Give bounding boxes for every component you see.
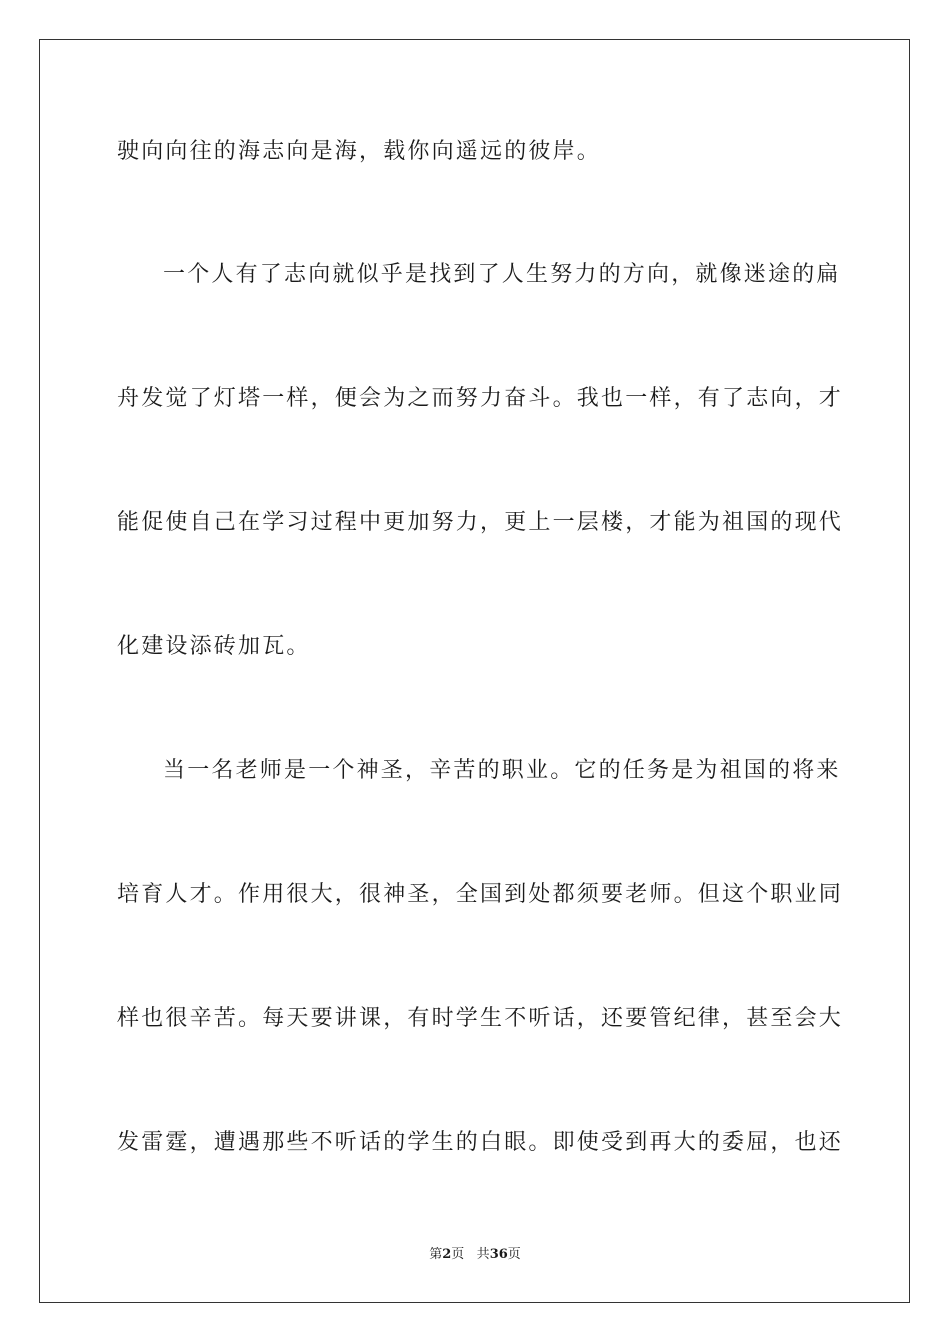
page-prefix: 第 bbox=[429, 1247, 443, 1262]
text-line: 培育人才。作用很大，很神圣，全国到处都须要老师。但这个职业同 bbox=[117, 882, 844, 907]
text-line: 样也很辛苦。每天要讲课，有时学生不听话，还要管纪律，甚至会大 bbox=[117, 1006, 844, 1031]
page-suffix: 页 bbox=[451, 1247, 465, 1262]
paragraph-start-line: 当一名老师是一个神圣，辛苦的职业。它的任务是为祖国的将来 bbox=[163, 758, 841, 783]
text-line: 发雷霆，遭遇那些不听话的学生的白眼。即使受到再大的委屈，也还 bbox=[117, 1130, 844, 1155]
page-footer bbox=[0, 1247, 950, 1263]
total-pages: 36 bbox=[489, 1247, 508, 1262]
text-line: 能促使自己在学习过程中更加努力，更上一层楼，才能为祖国的现代 bbox=[117, 510, 844, 535]
total-prefix: 共 bbox=[476, 1247, 490, 1262]
text-line: 驶向向往的海志向是海，载你向遥远的彼岸。 bbox=[117, 139, 602, 164]
text-line: 舟发觉了灯塔一样，便会为之而努力奋斗。我也一样，有了志向，才 bbox=[117, 386, 844, 411]
page-border bbox=[39, 39, 910, 1303]
text-line: 化建设添砖加瓦。 bbox=[117, 634, 311, 659]
paragraph-start-line: 一个人有了志向就似乎是找到了人生努力的方向，就像迷途的扁 bbox=[163, 262, 841, 287]
page-number: 2 bbox=[442, 1247, 452, 1262]
total-suffix: 页 bbox=[507, 1247, 521, 1262]
